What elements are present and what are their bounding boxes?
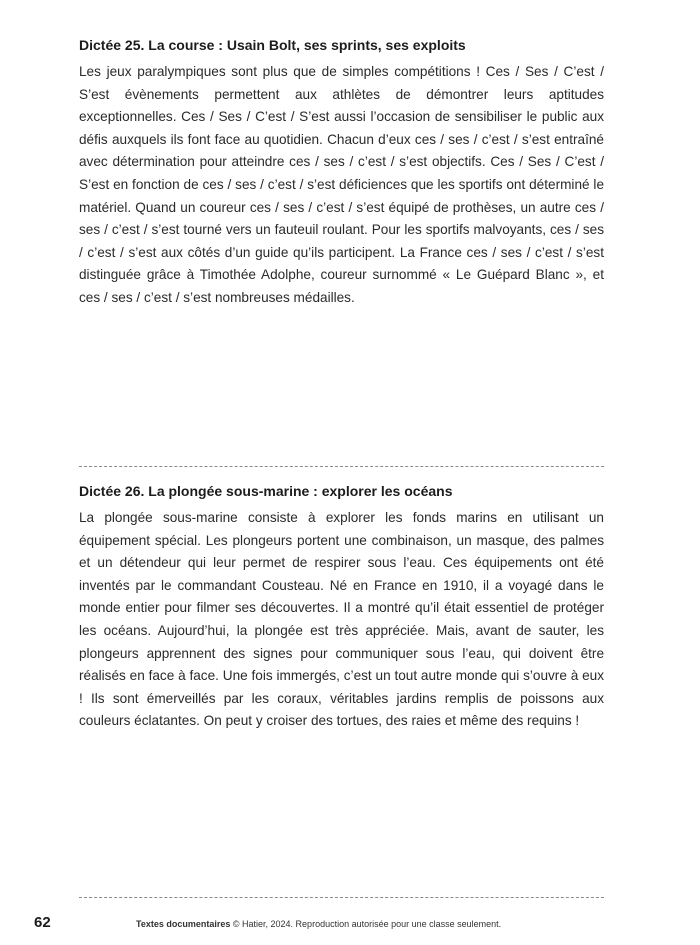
- footer-copyright: © Hatier, 2024. Reproduction autorisée pour une classe seulement.: [232, 919, 502, 929]
- dictee-25-text: Les jeux paralympiques sont plus que de simples compétitions ! Ces / Ses / C’est / S’est évènements permettent aux athlètes de démontrer leurs aptitudes exceptionnelles. Ces / Ses / C’est / S’est aussi l’occasion de sensibiliser le public aux défis auxquels ils font face au quotidien. Chacun d’eux ces / ses / c’est / s’est entraîné avec détermination pour atteindre ces / ses / c’est / s’est objectifs. Ces / Ses / C’est / S’est en fonction de ces / ses / c’est / s’est déficiences que les sportifs ont déterminé le matériel. Quand un coureur ces / ses / c’est / s’est équipé de prothèses, un autre ces / ses / c’est / s’est tourné vers un fauteuil roulant. Pour les sportifs malvoyants, ces / ses / c’est / s’est aux côtés d’un guide qu’ils participent. La France ces / ses / c’est / s’est distinguée grâce à Timothée Adolphe, coureur surnommé « Le Guépard Blanc », et ces / ses / c’est / s’est nombreuses médailles.: [79, 64, 604, 305]
- dictee-25-title: Dictée 25. La course : Usain Bolt, ses sprints, ses exploits: [79, 37, 466, 53]
- footer-book-title: Textes documentaires: [136, 919, 231, 929]
- dictee-26: [79, 482, 604, 733]
- page-number: 62: [34, 914, 51, 931]
- footer-credit: [136, 919, 501, 929]
- dictee-26-text: La plongée sous-marine consiste à explorer les fonds marins en utilisant un équipement spécial. Les plongeurs portent une combinaison, un masque, des palmes et un détendeur qui leur permet de respirer sous l’eau. Ces équipements ont été inventés par le commandant Cousteau. Né en France en 1910, il a voyagé dans le monde entier pour filmer ses découvertes. Il a montré qu’il était essentiel de protéger les océans. Aujourd’hui, la plongée est très appréciée. Mais, avant de sauter, les plongeurs apprennent des signes pour communiquer sous l’eau, qui doivent être réalisés en face à face. Une fois immergés, c’est un tout autre monde qui s’ouvre à eux ! Ils sont émerveillés par les coraux, véritables jardins remplis de poissons aux couleurs éclatantes. On peut y croiser des tortues, des raies et même des requins !: [79, 510, 604, 729]
- dictee-26-title: Dictée 26. La plongée sous-marine : explorer les océans: [79, 483, 453, 499]
- section-divider: [79, 466, 604, 467]
- footer-divider: [79, 897, 604, 898]
- dictee-25: [79, 36, 604, 310]
